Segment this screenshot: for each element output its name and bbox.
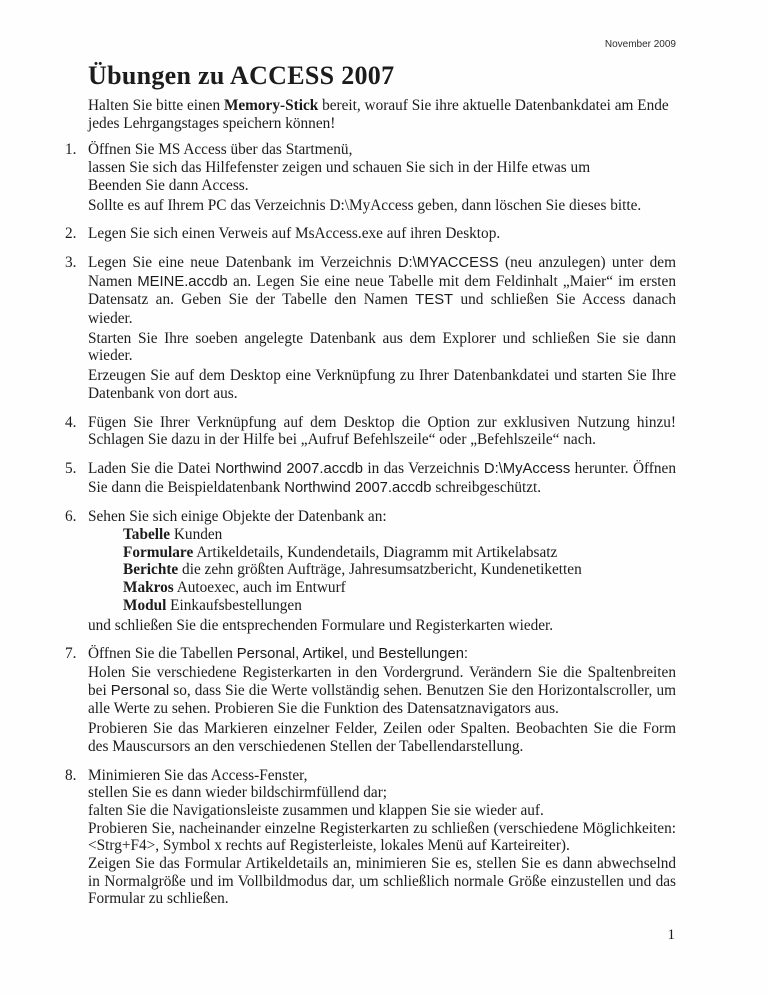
body-text: Halten Sie bitte einen xyxy=(88,97,224,114)
paragraph xyxy=(88,767,676,820)
page-title: Übungen zu ACCESS 2007 xyxy=(88,61,395,90)
object-name-text: Personal, Artikel, xyxy=(236,646,348,663)
body-text: an. Legen Sie eine neue Tabelle mit dem Feldinhalt „Maier“ im ersten Datensatz an. Geben Sie der Tabelle den Namen xyxy=(88,272,676,309)
database-object-line xyxy=(123,579,676,597)
exercise-item xyxy=(65,413,676,449)
database-object-line xyxy=(123,597,676,615)
bold-text: Makros xyxy=(123,579,174,597)
object-name-text: Northwind 2007.accdb xyxy=(215,460,363,477)
body-text: und xyxy=(347,645,379,663)
item-number: 6. xyxy=(65,508,77,526)
paragraph xyxy=(88,720,676,755)
paragraph xyxy=(88,141,676,194)
paragraph xyxy=(88,254,676,328)
paragraph xyxy=(88,414,676,449)
object-name-text: TEST xyxy=(415,292,454,309)
body-text: (neu anzulegen) unter dem Namen xyxy=(88,253,676,290)
object-name-text: D:\MYACCESS xyxy=(397,254,499,271)
body-text: bereit, worauf Sie ihre aktuelle Datenbankdatei am Ende jedes Lehrgangstages speichern können! xyxy=(88,97,669,132)
body-text: Fügen Sie Ihrer Verknüpfung auf dem Desktop die Option zur exklusiven Nutzung hinzu! Schlagen Sie dazu in der Hilfe bei „Aufruf Befehlszeile“ oder „Befehlszeile“ nach. xyxy=(88,413,676,449)
body-text: Beenden Sie dann Access. xyxy=(88,176,249,194)
paragraph xyxy=(88,855,676,908)
database-object-line xyxy=(123,526,676,544)
body-text: Sollte es auf Ihrem PC das Verzeichnis D:\MyAccess geben, dann löschen Sie dieses bitte. xyxy=(88,196,642,214)
exercise-item xyxy=(65,645,676,755)
page-number: 1 xyxy=(667,927,675,944)
paragraph xyxy=(88,645,676,664)
body-text: Öffnen Sie die Tabellen xyxy=(88,645,237,663)
bold-text: Tabelle xyxy=(123,526,171,544)
document-content xyxy=(65,60,676,908)
item-number: 3. xyxy=(65,253,77,271)
body-text: Erzeugen Sie auf dem Desktop eine Verknüpfung zu Ihrer Datenbankdatei und starten Sie Ihre Datenbank von dort aus. xyxy=(88,367,676,402)
item-number: 7. xyxy=(65,645,77,663)
body-text: die zehn größten Aufträge, Jahresumsatzbericht, Kundenetiketten xyxy=(178,561,582,579)
body-text: Starten Sie Ihre soeben angelegte Datenbank aus dem Explorer und schließen Sie sie dann wieder. xyxy=(88,329,676,365)
body-text: und schließen Sie Access danach wieder. xyxy=(88,291,676,328)
body-text: in das Verzeichnis xyxy=(362,459,484,477)
body-text: Probieren Sie das Markieren einzelner Felder, Zeilen oder Spalten. Beobachten Sie die Form des Mauscursors an den verschiedenen Stellen der Tabellendarstellung. xyxy=(88,720,676,755)
paragraph xyxy=(88,508,676,526)
object-name-text: D:\MyAccess xyxy=(483,460,571,477)
body-text: stellen Sie es dann wieder bildschirmfüllend dar; xyxy=(88,784,388,802)
body-text: Öffnen Sie MS Access über das Startmenü, xyxy=(88,141,353,159)
body-text: falten Sie die Navigationsleiste zusammen und klappen Sie sie wieder auf. xyxy=(88,801,544,819)
bold-text: Formulare xyxy=(123,543,194,561)
body-text: Zeigen Sie das Formular Artikeldetails an, minimieren Sie es, stellen Sie es dann abwechselnd in Normalgröße und im Vollbildmodus dar, um schließlich normale Größe einzustellen und das Formular zu schließen. xyxy=(88,855,676,908)
body-text: Probieren Sie, nacheinander einzelne Registerkarten zu schließen (verschiedene Möglichkeiten: <Strg+F4>, Symbol x rechts auf Registerleiste, lokales Menü auf Karteireiter). xyxy=(88,819,676,855)
item-number: 4. xyxy=(65,413,77,431)
paragraph xyxy=(88,330,676,365)
paragraph xyxy=(88,460,676,497)
body-text: Legen Sie sich einen Verweis auf MsAccess.exe auf ihren Desktop. xyxy=(88,225,501,243)
item-number: 2. xyxy=(65,225,77,243)
header-date: November 2009 xyxy=(604,39,676,50)
exercise-item xyxy=(65,225,676,243)
item-number: 1. xyxy=(65,141,77,159)
body-text: Sehen Sie sich einige Objekte der Datenbank an: xyxy=(88,508,387,526)
exercise-list xyxy=(65,141,676,908)
body-text: lassen Sie sich das Hilfefenster zeigen und schauen Sie sich in der Hilfe etwas um xyxy=(88,159,591,177)
database-object-line xyxy=(123,561,676,579)
body-text: Artikeldetails, Kundendetails, Diagramm mit Artikelabsatz xyxy=(193,543,558,561)
bold-text: Modul xyxy=(123,596,167,614)
intro-paragraph xyxy=(88,97,676,132)
paragraph xyxy=(88,197,676,215)
body-text: und schließen Sie die entsprechenden Formulare und Registerkarten wieder. xyxy=(88,616,554,634)
paragraph xyxy=(88,225,676,243)
body-text: so, dass Sie die Werte vollständig sehen. Benutzen Sie den Horizontalscroller, um alle Werte zu sehen. Probieren Sie die Funktion des Datensatznavigators aus. xyxy=(88,681,676,718)
item-number: 5. xyxy=(65,459,77,477)
body-text: Legen Sie eine neue Datenbank im Verzeichnis xyxy=(88,253,398,271)
exercise-item xyxy=(65,508,676,634)
body-text: Kunden xyxy=(170,526,223,544)
body-text: herunter. Öffnen Sie dann die Beispieldatenbank xyxy=(88,459,676,496)
object-name-text: Bestellungen: xyxy=(378,646,469,663)
exercise-item xyxy=(65,253,676,403)
bold-text: Berichte xyxy=(123,561,179,579)
paragraph xyxy=(88,617,676,635)
object-name-text: Northwind 2007.accdb xyxy=(284,479,432,496)
paragraph xyxy=(88,820,676,855)
object-name-text: MEINE.accdb xyxy=(137,273,228,290)
exercise-item xyxy=(65,141,676,214)
paragraph xyxy=(88,664,676,718)
object-name-text: Personal xyxy=(110,682,170,699)
exercise-item xyxy=(65,766,676,909)
exercise-item xyxy=(65,459,676,497)
item-number: 8. xyxy=(65,766,77,784)
body-text: Einkaufsbestellungen xyxy=(166,596,302,614)
bold-text: Memory-Stick xyxy=(223,97,319,114)
database-object-line xyxy=(123,544,676,562)
body-text: schreibgeschützt. xyxy=(431,478,542,496)
body-text: Minimieren Sie das Access-Fenster, xyxy=(88,766,308,784)
body-text: Holen Sie verschiedene Registerkarten in den Vordergrund. Verändern Sie die Spaltenbreiten bei xyxy=(88,663,676,699)
body-text: Laden Sie die Datei xyxy=(88,459,216,477)
body-text: Autoexec, auch im Entwurf xyxy=(173,579,346,597)
paragraph xyxy=(88,367,676,402)
